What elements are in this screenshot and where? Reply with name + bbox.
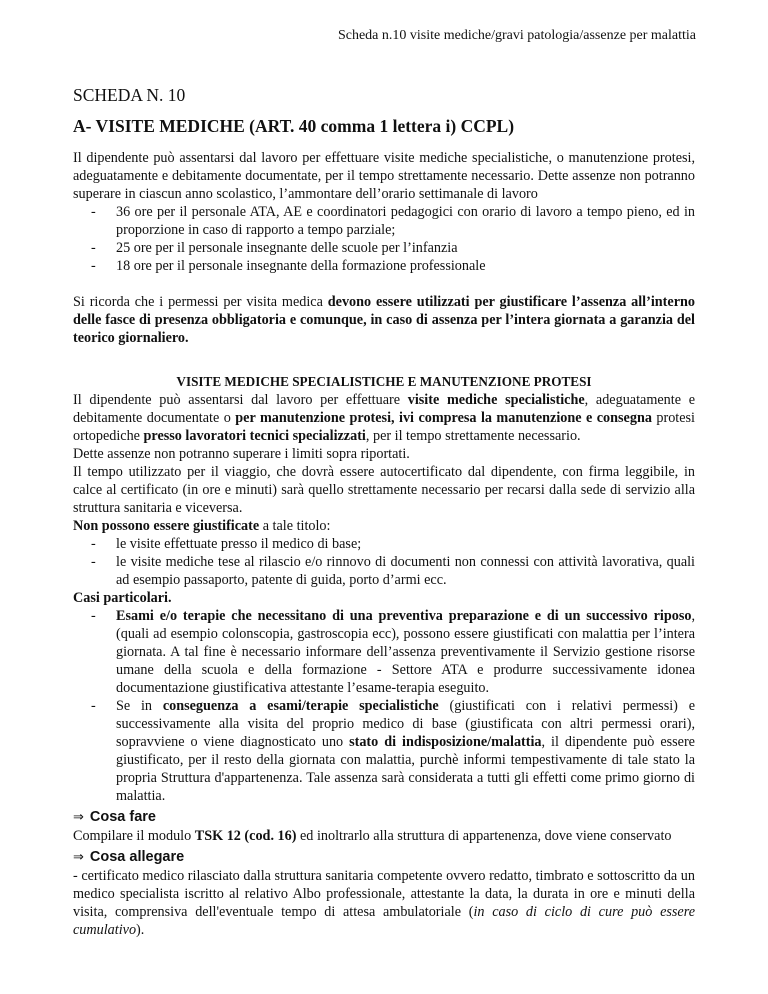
section-visite-title: VISITE MEDICHE SPECIALISTICHE E MANUTENZIONE PROTESI [176, 374, 592, 389]
list-item: - le visite effettuate presso il medico di base; [73, 535, 695, 553]
reminder-bold: devono essere utilizzati per giustificare l’assenza all’interno delle fasce di presenza obbligatoria e comunque, in caso di assenza per l’intera giornata a garanzia del teorico giornaliero. [73, 294, 695, 346]
arrow-right-icon: ⇒ [73, 850, 84, 865]
document-body [73, 86, 695, 939]
list-item: - 36 ore per il personale ATA, AE e coordinatori pedagogici con orario di lavoro a tempo pieno, ed in proporzione in caso di rapporto a tempo parziale; [73, 203, 695, 239]
scheda-title: SCHEDA N. 10 [73, 85, 186, 105]
visite-paragraph-3: Il tempo utilizzato per il viaggio, che dovrà essere autocertificato dal dipendente, con firma leggibile, in calce al certificato (in ore e minuti) sarà quello strettamente necessario per recarsi dalla sede di servizio alla struttura sanitaria e viceversa. [73, 464, 695, 516]
visite-paragraph-1: Il dipendente può assentarsi dal lavoro per effettuare visite mediche specialistiche, adeguatamente e debitamente documentate o per manutenzione protesi, ivi compresa la manutenzione e consegna protesi ortopediche presso lavoratori tecnici specializzati, per il tempo strettamente necessario. [73, 392, 695, 444]
casi-particolari-title: Casi particolari. [73, 590, 172, 606]
section-a-intro: Il dipendente può assentarsi dal lavoro per effettuare visite mediche specialistiche, o manutenzione protesi, adeguatamente e debitamente documentate, per il tempo strettamente necessario. Dette assenze non potranno superare in ciascun anno scolastico, l’ammontare dell’orario settimanale di lavoro [73, 150, 695, 202]
hours-limit-list [73, 203, 695, 275]
running-header: Scheda n.10 visite mediche/gravi patologia/assenze per malattia [337, 28, 696, 43]
visite-paragraph-2: Dette assenze non potranno superare i limiti sopra riportati. [73, 446, 410, 462]
cosa-allegare-heading: ⇒ Cosa allegare [73, 849, 185, 865]
section-a-title: A- VISITE MEDICHE (ART. 40 comma 1 lettera i) CCPL) [73, 116, 515, 136]
list-item: - 25 ore per il personale insegnante delle scuole per l’infanzia [73, 239, 695, 257]
list-item: - Se in conseguenza a esami/terapie specialistiche (giustificati con i relativi permessi) e successivamente alla visita del proprio medico di base (giustificata con altri permessi orari), sopravviene o viene diagnosticato uno stato di indisposizione/malattia, il dipendente può essere giustificato, per il resto della giornata con malattia, purchè informi tempestivamente di tale stato la propria Struttura d'appartenenza. Tale assenza sarà considerata a tutti gli effetti come primo giorno di malattia. [73, 697, 695, 805]
list-item: - le visite mediche tese al rilascio e/o rinnovo di documenti non connessi con attività lavorativa, quali ad esempio passaporto, patente di guida, porto d’armi ecc. [73, 553, 695, 589]
non-giustificate-intro: Non possono essere giustificate a tale titolo: [73, 518, 331, 534]
arrow-right-icon: ⇒ [73, 810, 84, 825]
cosa-fare-text: Compilare il modulo TSK 12 (cod. 16) ed inoltrarlo alla struttura di appartenenza, dove viene conservato [73, 828, 672, 844]
non-giustificate-list [73, 535, 695, 589]
casi-particolari-list [73, 607, 695, 805]
cosa-fare-heading: ⇒ Cosa fare [73, 809, 156, 825]
reminder-paragraph: Si ricorda che i permessi per visita medica devono essere utilizzati per giustificare l’assenza all’interno delle fasce di presenza obbligatoria e comunque, in caso di assenza per l’intera giornata a garanzia del teorico giornaliero. [73, 294, 695, 346]
list-item: - 18 ore per il personale insegnante della formazione professionale [73, 257, 695, 275]
list-item: - Esami e/o terapie che necessitano di una preventiva preparazione e di un successivo riposo, (quali ad esempio colonscopia, gastroscopia ecc), possono essere giustificati con malattia per l’intera giornata. A tal fine è necessario informare dell’assenza preventivamente il Servizio gestione risorse umane della scuola e della formazione - Settore ATA e produrre successivamente idonea documentazione giustificativa attestante l’esame-terapia eseguito. [73, 607, 695, 697]
cosa-allegare-text: - certificato medico rilasciato dalla struttura sanitaria competente ovvero redatto, timbrato e sottoscritto da un medico specialista iscritto al relativo Albo professionale, attestante la data, la durata in ore e minuti della visita, comprensiva dell'eventuale tempo di attesa ambulatoriale (in caso di ciclo di cure può essere cumulativo). [73, 868, 695, 938]
